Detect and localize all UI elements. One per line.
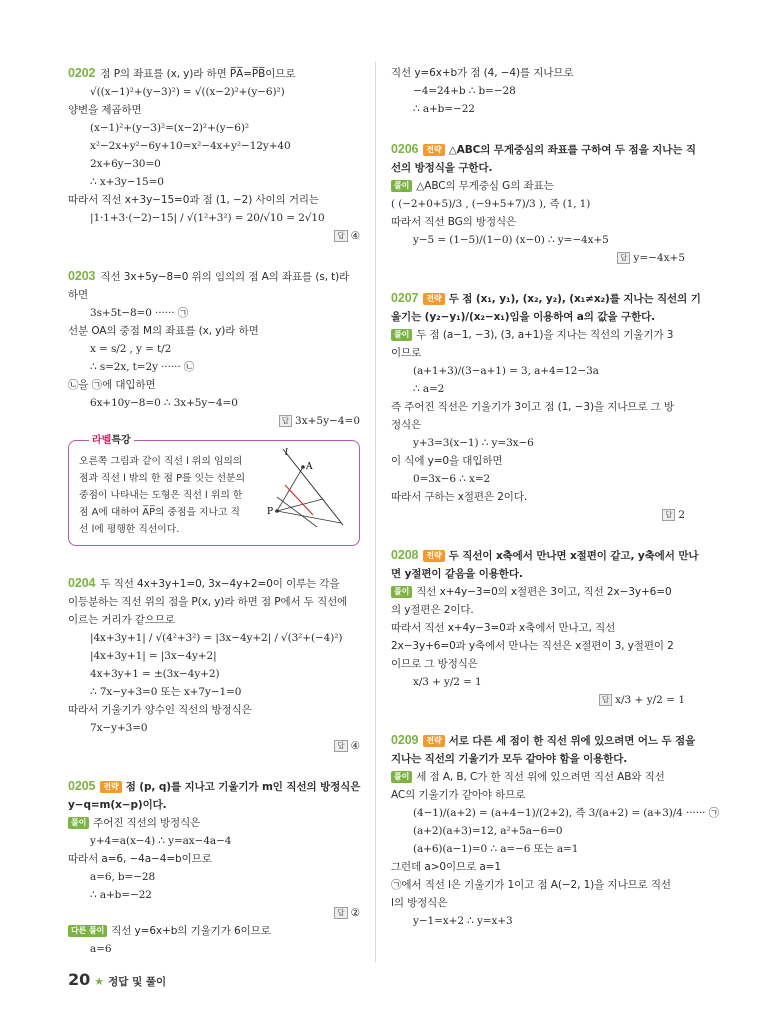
label-p: P [267, 507, 274, 517]
text-line: 선분 OA의 중점 M의 좌표를 (x, y)라 하면 [68, 325, 259, 337]
solution-line [68, 814, 360, 832]
answer-mark: 답 [334, 740, 347, 752]
text-line: 2x−3y+6=0과 y축에서 만나는 직선은 x절편이 3, y절편이 2 [391, 640, 674, 652]
solution-line [391, 326, 685, 344]
math-line: 2x+6y−30=0 [90, 158, 161, 170]
text-line: AC의 기울기가 같아야 하므로 [391, 789, 526, 801]
spacer [391, 118, 685, 140]
solution-line [391, 177, 685, 195]
text-line: 이등분하는 직선 위의 점을 P(x, y)라 하면 점 P에서 두 직선에 [68, 596, 348, 608]
text-line: 따라서 구하는 x절편은 2이다. [391, 491, 528, 503]
math-line: (4−1)/(a+2) = (a+4−1)/(2+2), 즉 3/(a+2) = (a+3)/4 ······ ㉠ [413, 807, 720, 819]
math-line: 3s+5t−8=0 ······ ㉠ [90, 307, 189, 319]
solution-tag: 풀이 [391, 329, 412, 341]
solution-tag: 풀이 [391, 586, 412, 598]
right-column [391, 64, 720, 930]
math-line: x²−2x+y²−6y+10=x²−4x+y²−12y+40 [90, 140, 291, 152]
math-line: a=6, b=−28 [90, 871, 156, 883]
problem-number: 0209 [391, 733, 419, 747]
math-line: y−5 = (1−5)/(1−0) (x−0) ∴ y=−4x+5 [413, 234, 609, 246]
problem-text: △ABC의 무게중심의 좌표를 구하여 두 점을 지나는 직 [448, 144, 696, 156]
spacer [68, 245, 360, 267]
answer [68, 904, 360, 922]
tip-text [79, 453, 275, 538]
problem-number: 0208 [391, 548, 419, 562]
math-line: a=6 [90, 943, 112, 955]
answer-mark: 답 [279, 415, 292, 427]
text-line: 이므로 그 방정식은 [391, 658, 478, 670]
math-line: 7x−y+3=0 [90, 722, 148, 734]
strategy-line: y−q=m(x−p)이다. [68, 799, 167, 811]
math-line: ∴ x+3y−15=0 [90, 176, 164, 188]
red-line [285, 485, 313, 515]
solution-text: 직선 x+4y−3=0의 x절편은 3이고, 직선 2x−3y+6=0 [416, 586, 672, 598]
answer [391, 506, 685, 524]
answer [391, 249, 685, 267]
problem-header [391, 140, 696, 159]
problem-header [68, 777, 360, 796]
answer [391, 691, 685, 709]
math-line: −4=24+b ∴ b=−28 [413, 85, 516, 97]
solution-line [391, 583, 685, 601]
problem-text: 서로 다른 세 점이 한 직선 위에 있으려면 어느 두 점을 [448, 735, 696, 747]
solution-text: 주어진 직선의 방정식은 [93, 817, 201, 829]
solution-text: 직선 y=6x+b의 기울기가 6이므로 [111, 925, 271, 937]
math-line: |4x+3y+1| = |3x−4y+2| [90, 650, 217, 662]
math-line: (x−1)²+(y−3)²=(x−2)²+(y−6)² [90, 122, 249, 134]
solution-line [391, 768, 685, 786]
text-line: l의 방정식은 [391, 897, 448, 909]
math-line: x = s/2 , y = t/2 [90, 343, 172, 355]
star-icon: ★ [94, 975, 105, 988]
problem-number: 0202 [68, 66, 96, 80]
math-line: (a+6)(a−1)=0 ∴ a=−6 또는 a=1 [413, 843, 579, 855]
solution-tag: 풀이 [68, 817, 89, 829]
answer-value: x/3 + y/2 = 1 [615, 694, 685, 706]
label-l: l [285, 448, 288, 458]
strategy-tag: 전략 [423, 735, 444, 747]
problem-header [68, 574, 360, 593]
spacer [391, 267, 685, 289]
tip-box [68, 435, 360, 546]
problem-number: 0205 [68, 779, 96, 793]
point-p [275, 509, 279, 513]
text-line: 따라서 직선 BG의 방정식은 [391, 216, 517, 228]
strategy-tag: 전략 [423, 293, 444, 305]
problem-text: 두 직선이 x축에서 만나면 x절편이 같고, y축에서 만나 [448, 550, 699, 562]
answer-mark: 답 [662, 509, 675, 521]
solution-tag: 풀이 [391, 180, 412, 192]
solution-text: △ABC의 무게중심 G의 좌표는 [416, 180, 554, 192]
point-a [301, 465, 305, 469]
math-line: 6x+10y−8=0 ∴ 3x+5y−4=0 [90, 397, 238, 409]
answer-mark: 답 [334, 907, 347, 919]
problem-header [68, 64, 360, 83]
text-line: 이르는 거리가 같으므로 [68, 614, 175, 626]
math-line: √((x−1)²+(y−3)²) = √((x−2)²+(y−6)²) [90, 86, 285, 98]
strategy-line: 지나는 직선의 기울기가 모두 같아야 함을 이용한다. [391, 753, 628, 765]
label-a: A [306, 462, 313, 472]
math-line: |1·1+3·(−2)−15| / √(1²+3²) = 20/√10 = 2√10 [90, 212, 325, 224]
spacer [391, 524, 685, 546]
page-footer [68, 970, 166, 989]
tip-line: 선 l에 평행한 직선이다. [79, 524, 180, 535]
answer-value: 3x+5y−4=0 [295, 415, 360, 427]
segment-pa [277, 467, 303, 511]
text-line: 즉 주어진 직선은 기울기가 3이고 점 (1, −3)을 지나므로 그 방 [391, 401, 674, 413]
tip-title-accent: 라벨 [92, 435, 112, 446]
math-line: ( (−2+0+5)/3 , (−9+5+7)/3 ), 즉 (1, 1) [391, 198, 591, 210]
answer-value: y=−4x+5 [633, 252, 685, 264]
answer [68, 227, 360, 245]
problem-header [391, 289, 701, 308]
text-line: 직선 y=6x+b가 점 (4, −4)를 지나므로 [391, 67, 574, 79]
strategy-tag: 전략 [423, 550, 444, 562]
solution-tag: 다른 풀이 [68, 925, 107, 937]
problem-header [391, 731, 696, 750]
tip-line: 중점이 나타내는 도형은 직선 l 위의 한 [79, 490, 243, 501]
solution-text: 두 점 (a−1, −3), (3, a+1)을 지나는 직선의 기울기가 3 [416, 329, 674, 341]
text-line: ㉠에서 직선 l은 기울기가 1이고 점 A(−2, 1)을 지나므로 직선 [391, 879, 671, 891]
text-line: 따라서 직선 x+3y−15=0과 점 (1, −2) 사이의 거리는 [68, 194, 319, 206]
answer-value: ④ [350, 740, 360, 752]
problem-number: 0207 [391, 291, 419, 305]
tip-title [89, 431, 134, 446]
strategy-tag: 전략 [423, 144, 444, 156]
tip-line: 점 A에 대하여 A̅P̅의 중점을 지나고 직 [79, 507, 241, 518]
text-line: 정식은 [391, 419, 422, 431]
math-line: ∴ a+b=−22 [90, 889, 152, 901]
math-line: ∴ s=2x, t=2y ······ ㉡ [90, 361, 195, 373]
spacer [391, 709, 685, 731]
problem-text: 점 (p, q)를 지나고 기울기가 m인 직선의 방정식은 [125, 781, 361, 793]
math-line: |4x+3y+1| / √(4²+3²) = |3x−4y+2| / √(3²+(−4)²) [90, 632, 343, 644]
answer [68, 412, 360, 430]
text-line: 양변을 제곱하면 [68, 104, 142, 116]
solution-text: 세 점 A, B, C가 한 직선 위에 있으려면 직선 AB와 직선 [416, 771, 665, 783]
problem-text: 직선 3x+5y−8=0 위의 임의의 점 A의 좌표를 (s, t)라 [100, 271, 350, 283]
math-line: (a+2)(a+3)=12, a²+5a−6=0 [413, 825, 563, 837]
strategy-tag: 전략 [100, 781, 121, 793]
tip-line: 오른쪽 그림과 같이 직선 l 위의 임의의 [79, 456, 243, 467]
math-line: 4x+3y+1 = ±(3x−4y+2) [90, 668, 220, 680]
spacer [68, 755, 360, 777]
text-line: 따라서 직선 x+4y−3=0과 x축에서 만나고, 직선 [391, 622, 616, 634]
math-line: ∴ a=2 [413, 383, 445, 395]
text-line: ㉡을 ㉠에 대입하면 [68, 379, 156, 391]
text-line: 하면 [68, 289, 89, 301]
problem-header [68, 267, 360, 286]
text-line: 그런데 a>0이므로 a=1 [391, 861, 501, 873]
midpoint-diagram [267, 445, 353, 529]
solution-line [68, 922, 360, 940]
strategy-line: 울기는 (y₂−y₁)/(x₂−x₁)임을 이용하여 a의 값을 구한다. [391, 311, 656, 323]
math-line: ∴ a+b=−22 [413, 103, 475, 115]
left-column [68, 64, 360, 958]
math-line: 0=3x−6 ∴ x=2 [413, 473, 491, 485]
page-number: 20 [68, 970, 91, 989]
problem-text: 점 P의 좌표를 (x, y)라 하면 P̅A̅=P̅B̅이므로 [100, 68, 296, 80]
problem-header [391, 546, 699, 565]
problem-number: 0206 [391, 142, 419, 156]
column-divider [375, 62, 376, 962]
text-line: 이므로 [391, 347, 422, 359]
math-line: x/3 + y/2 = 1 [413, 676, 482, 688]
answer-value: ④ [350, 230, 360, 242]
answer-mark: 답 [617, 252, 630, 264]
strategy-line: 선의 방정식을 구한다. [391, 162, 493, 174]
problem-number: 0203 [68, 269, 96, 283]
problem-text: 두 직선 4x+3y+1=0, 3x−4y+2=0이 이루는 각을 [100, 578, 340, 590]
answer-mark: 답 [599, 694, 612, 706]
answer-mark: 답 [334, 230, 347, 242]
strategy-line: 면 y절편이 같음을 이용한다. [391, 568, 523, 580]
text-line: 따라서 a=6, −4a−4=b이므로 [68, 853, 212, 865]
tip-title-label: 특강 [111, 435, 131, 446]
tip-line: 점과 직선 l 밖의 한 점 P를 잇는 선분의 [79, 473, 246, 484]
solution-tag: 풀이 [391, 771, 412, 783]
answer [68, 737, 360, 755]
answer-value: ② [350, 907, 360, 919]
spacer [68, 552, 360, 574]
math-line: y+3=3(x−1) ∴ y=3x−6 [413, 437, 534, 449]
math-line: y−1=x+2 ∴ y=x+3 [413, 915, 513, 927]
math-line: (a+1+3)/(3−a+1) = 3, a+4=12−3a [413, 365, 599, 377]
text-line: 이 식에 y=0을 대입하면 [391, 455, 503, 467]
footer-label: 정답 및 풀이 [108, 976, 167, 988]
answer-value: 2 [678, 509, 685, 521]
text-line: 의 y절편은 2이다. [391, 604, 474, 616]
problem-number: 0204 [68, 576, 96, 590]
math-line: ∴ 7x−y+3=0 또는 x+7y−1=0 [90, 686, 242, 698]
problem-text: 두 점 (x₁, y₁), (x₂, y₂), (x₁≠x₂)를 지나는 직선의 기 [448, 293, 701, 305]
math-line: y+4=a(x−4) ∴ y=ax−4a−4 [90, 835, 232, 847]
text-line: 따라서 기울기가 양수인 직선의 방정식은 [68, 704, 252, 716]
